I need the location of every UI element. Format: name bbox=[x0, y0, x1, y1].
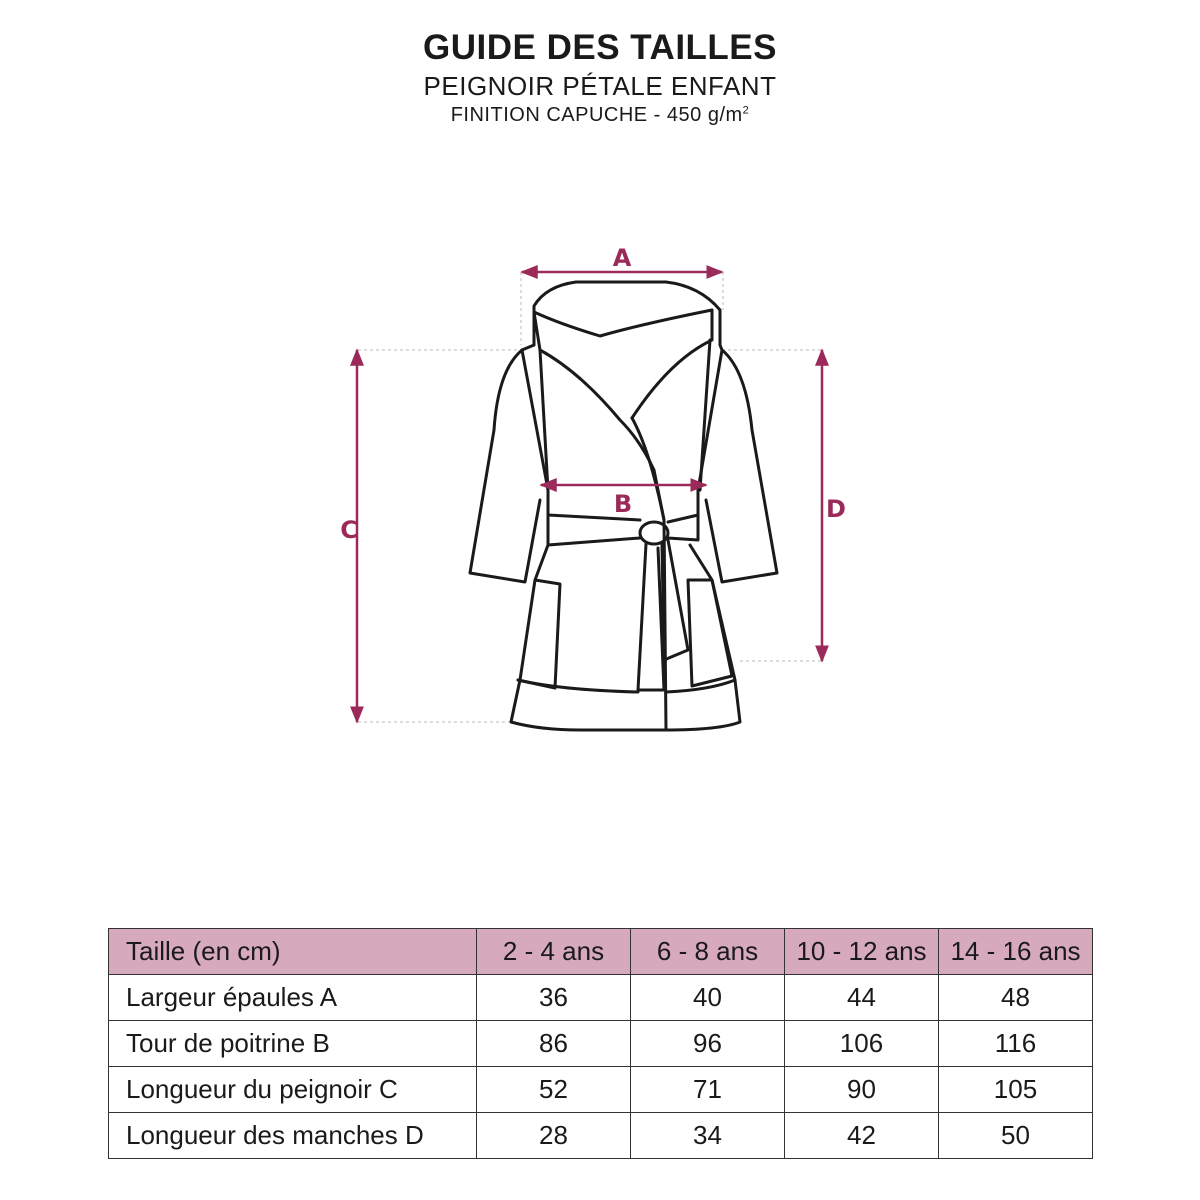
table-cell: 90 bbox=[785, 1067, 939, 1113]
table-row bbox=[109, 1067, 1093, 1113]
size-table bbox=[108, 928, 1093, 1159]
table-cell: 36 bbox=[477, 975, 631, 1021]
table-cell: 28 bbox=[477, 1113, 631, 1159]
finish-text: FINITION CAPUCHE - 450 g/m bbox=[450, 104, 743, 126]
label-d: D bbox=[826, 495, 846, 523]
table-cell: 106 bbox=[785, 1021, 939, 1067]
hood-inner bbox=[534, 310, 712, 336]
table-cell: 40 bbox=[631, 975, 785, 1021]
label-c: C bbox=[340, 516, 358, 544]
product-name: PEIGNOIR PÉTALE ENFANT bbox=[423, 71, 777, 101]
table-cell: 34 bbox=[631, 1113, 785, 1159]
row-label: Largeur épaules A bbox=[109, 975, 477, 1021]
table-row bbox=[109, 1113, 1093, 1159]
column-header-10-12: 10 - 12 ans bbox=[785, 929, 939, 975]
lapel-right-edge bbox=[700, 340, 710, 490]
table-cell: 105 bbox=[939, 1067, 1093, 1113]
row-label: Tour de poitrine B bbox=[109, 1021, 477, 1067]
table-cell: 116 bbox=[939, 1021, 1093, 1067]
table-cell: 42 bbox=[785, 1113, 939, 1159]
row-label: Longueur des manches D bbox=[109, 1113, 477, 1159]
lapel-left bbox=[534, 312, 664, 520]
label-b: B bbox=[613, 490, 633, 518]
table-row bbox=[109, 1021, 1093, 1067]
table-cell: 44 bbox=[785, 975, 939, 1021]
belt-tail-left bbox=[638, 544, 664, 690]
row-label: Longueur du peignoir C bbox=[109, 1067, 477, 1113]
column-header-14-16: 14 - 16 ans bbox=[939, 929, 1093, 975]
table-cell: 86 bbox=[477, 1021, 631, 1067]
table-cell: 96 bbox=[631, 1021, 785, 1067]
finish-superscript: 2 bbox=[742, 104, 750, 117]
table-row bbox=[109, 975, 1093, 1021]
belt bbox=[548, 515, 698, 545]
table-cell: 50 bbox=[939, 1113, 1093, 1159]
column-header-2-4: 2 - 4 ans bbox=[477, 929, 631, 975]
table-cell: 48 bbox=[939, 975, 1093, 1021]
guide-lines bbox=[358, 272, 822, 722]
label-a: A bbox=[612, 244, 632, 272]
hem-band bbox=[518, 680, 735, 692]
pocket-left bbox=[518, 580, 560, 688]
table-cell: 71 bbox=[631, 1067, 785, 1113]
dimension-arrows bbox=[357, 272, 822, 722]
table-cell: 52 bbox=[477, 1067, 631, 1113]
page-title: GUIDE DES TAILLES bbox=[423, 28, 777, 67]
column-header-size: Taille (en cm) bbox=[109, 929, 477, 975]
column-header-6-8: 6 - 8 ans bbox=[631, 929, 785, 975]
table-header-row bbox=[109, 929, 1093, 975]
